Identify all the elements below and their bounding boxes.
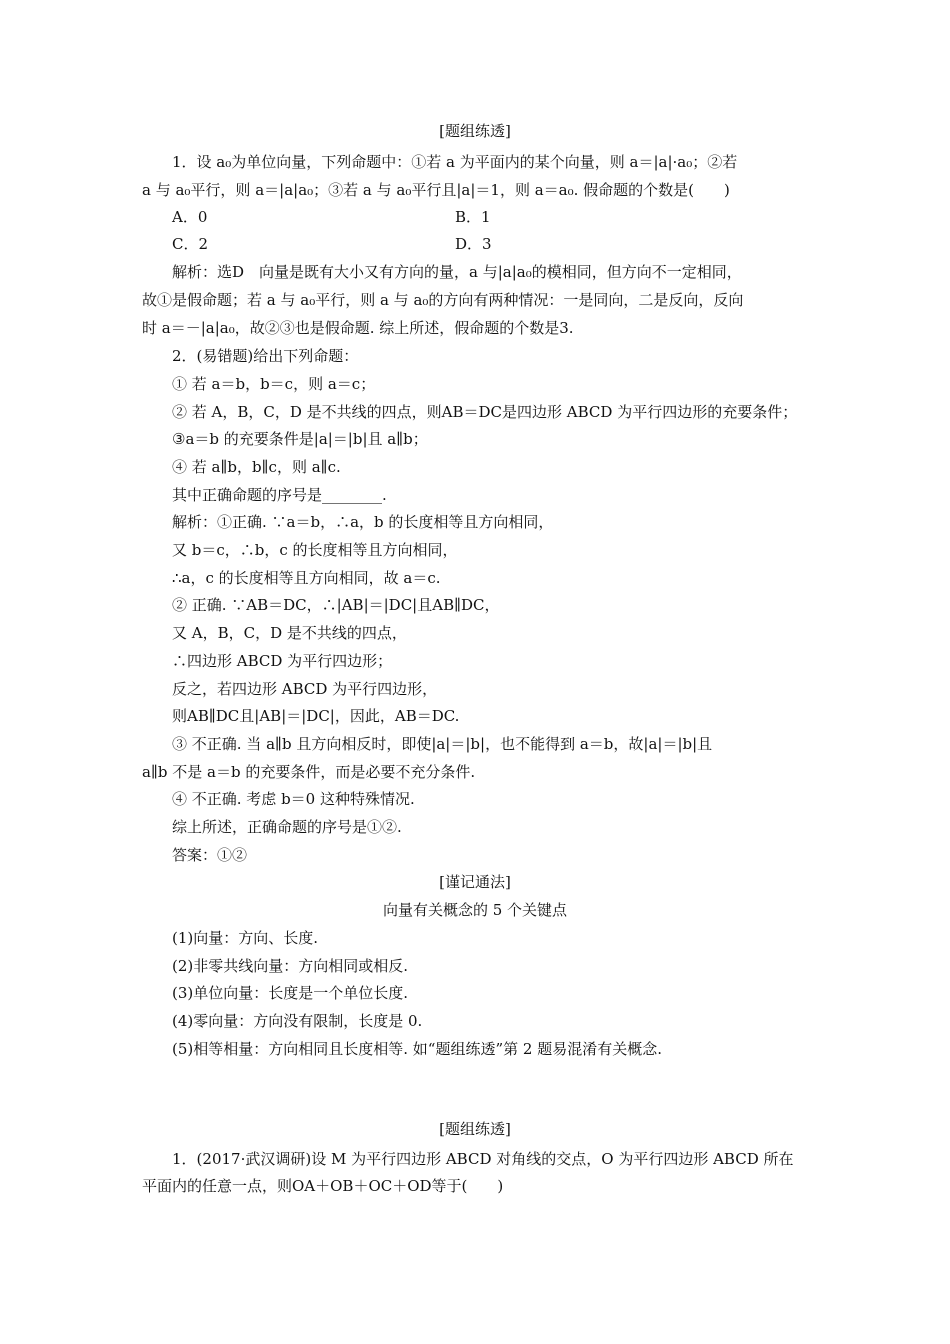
notes-subtitle: 向量有关概念的 5 个关键点 xyxy=(382,901,568,919)
solution-text: 故①是假命题；若 a 与 a₀平行，则 a 与 a₀的方向有两种情况：一是同向，二是反向，反向 xyxy=(142,291,744,309)
section-heading: [题组练透] xyxy=(439,1120,511,1138)
note-item: (3)单位向量：长度是一个单位长度. xyxy=(172,984,409,1002)
solution-text: 解析：选D 向量是既有大小又有方向的量，a 与|a|a₀的模相同，但方向不一定相同， xyxy=(172,263,742,281)
section-heading: [题组练透] xyxy=(439,122,511,140)
solution-text: 时 a＝－|a|a₀，故②③也是假命题. 综上所述，假命题的个数是3. xyxy=(142,319,574,337)
solution-text: 则AB∥DC且|AB|＝|DC|，因此，AB＝DC. xyxy=(172,707,460,725)
solution-text: 又 b＝c，∴b，c 的长度相等且方向相同， xyxy=(172,541,458,559)
answer-text: 答案：①② xyxy=(172,846,248,864)
option-b: B．1 xyxy=(455,208,491,226)
option-a: A．0 xyxy=(172,208,208,226)
proposition-item: ② 若 A，B，C，D 是不共线的四点，则AB＝DC是四边形 ABCD 为平行四边形的充要条件； xyxy=(172,403,798,421)
option-d: D．3 xyxy=(455,235,492,253)
note-item: (2)非零共线向量：方向相同或相反. xyxy=(172,957,409,975)
question-1-text: 1．(2017·武汉调研)设 M 为平行四边形 ABCD 对角线的交点，O 为平行四边形 ABCD 所在 xyxy=(172,1150,794,1168)
solution-text: ② 正确. ∵AB＝DC，∴|AB|＝|DC|且AB∥DC， xyxy=(172,596,500,614)
solution-text: 反之，若四边形 ABCD 为平行四边形， xyxy=(172,680,438,698)
solution-text: 又 A，B，C，D 是不共线的四点， xyxy=(172,624,407,642)
solution-text: ∴四边形 ABCD 为平行四边形； xyxy=(172,652,393,670)
solution-text: ③ 不正确. 当 a∥b 且方向相反时，即使|a|＝|b|，也不能得到 a＝b，故|a|＝|b|且 xyxy=(172,735,713,753)
proposition-item: ③a＝b 的充要条件是|a|＝|b|且 a∥b； xyxy=(172,430,428,448)
question-1-text: a 与 a₀平行，则 a＝|a|a₀；③若 a 与 a₀平行且|a|＝1，则 a＝a₀. 假命题的个数是( ) xyxy=(142,181,730,199)
notes-heading: [谨记通法] xyxy=(439,873,511,891)
solution-text: a∥b 不是 a＝b 的充要条件，而是必要不充分条件. xyxy=(142,763,476,781)
note-item: (5)相等相量：方向相同且长度相等. 如“题组练透”第 2 题易混淆有关概念. xyxy=(172,1040,662,1058)
solution-text: 解析：①正确. ∵a＝b，∴a，b 的长度相等且方向相同， xyxy=(172,513,554,531)
question-2-text: 2．(易错题)给出下列命题： xyxy=(172,347,359,365)
solution-text: ④ 不正确. 考虑 b＝0 这种特殊情况. xyxy=(172,790,415,808)
option-c: C．2 xyxy=(172,235,209,253)
question-1-text: 1．设 a₀为单位向量，下列命题中：①若 a 为平面内的某个向量，则 a＝|a|·a₀；②若 xyxy=(172,153,738,171)
note-item: (4)零向量：方向没有限制，长度是 0. xyxy=(172,1012,423,1030)
proposition-item: ① 若 a＝b，b＝c，则 a＝c； xyxy=(172,375,376,393)
note-item: (1)向量：方向、长度. xyxy=(172,929,319,947)
solution-text: 综上所述，正确命题的序号是①②. xyxy=(172,818,402,836)
solution-text: ∴a，c 的长度相等且方向相同，故 a＝c. xyxy=(172,569,441,587)
proposition-item: ④ 若 a∥b，b∥c，则 a∥c. xyxy=(172,458,341,476)
question-prompt: 其中正确命题的序号是________. xyxy=(172,486,387,504)
question-1-text: 平面内的任意一点，则OA＋OB＋OC＋OD等于( ) xyxy=(142,1177,504,1195)
